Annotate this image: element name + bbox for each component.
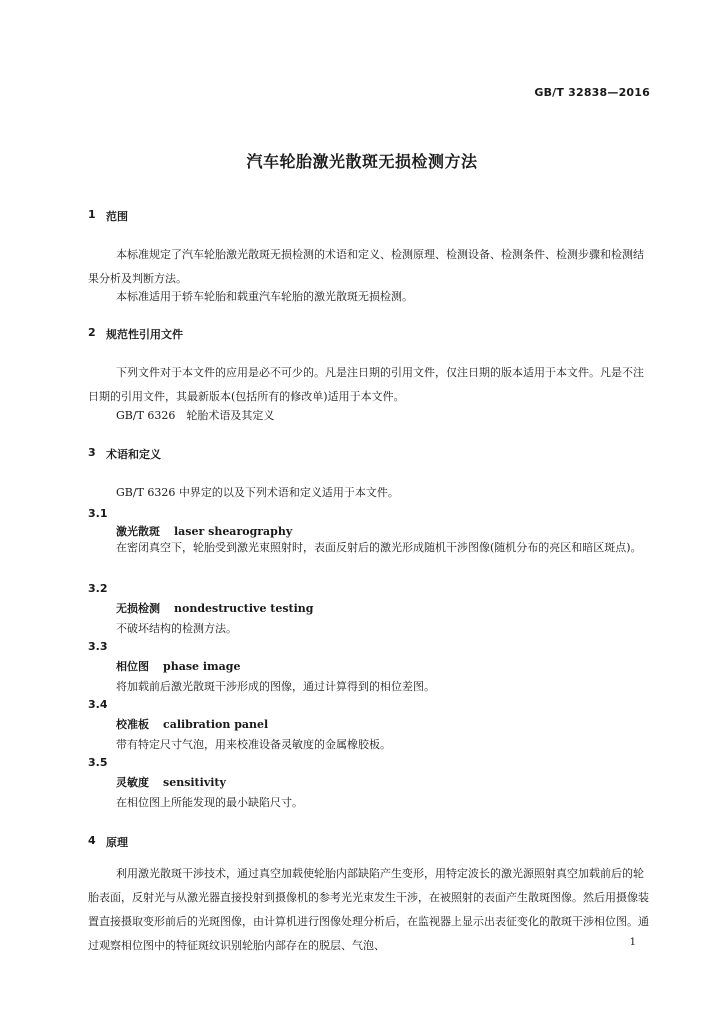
term-chinese: 激光散斑 xyxy=(116,525,160,538)
term-number: 3.4 xyxy=(88,698,108,711)
normative-reference: GB/T 6326 轮胎术语及其定义 xyxy=(116,409,275,422)
section-1-title: 范围 xyxy=(106,210,128,223)
section-1-paragraph-2: 本标准适用于轿车轮胎和载重汽车轮胎的激光散斑无损检测。 xyxy=(116,290,413,303)
term-definition: 不破坏结构的检测方法。 xyxy=(116,622,237,635)
term-english: calibration panel xyxy=(163,718,269,731)
term-heading xyxy=(116,774,226,790)
page-number: 1 xyxy=(629,937,636,948)
term-english: sensitivity xyxy=(163,776,226,789)
term-definition: 将加载前后激光散斑干涉形成的图像，通过计算得到的相位差图。 xyxy=(116,680,435,693)
term-english: laser shearography xyxy=(174,525,293,538)
section-3-intro: GB/T 6326 中界定的以及下列术语和定义适用于本文件。 xyxy=(116,486,399,499)
section-2-number: 2 xyxy=(88,326,96,339)
term-number: 3.3 xyxy=(88,640,108,653)
term-chinese: 校准板 xyxy=(116,718,149,731)
term-number: 3.1 xyxy=(88,507,108,520)
section-4-paragraph-1: 利用激光散斑干涉技术，通过真空加载使轮胎内部缺陷产生变形，用特定波长的激光源照射真空加载前后的轮胎表面，反射光与从激光器直接投射到摄像机的参考光光束发生干涉，在被照射的表面产生散斑图像。然后用摄像装置直接摄取变形前后的光斑图像，由计算机进行图像处理分析后，在监视器上显示出表征变化的散斑干涉相位图。通过观察相位图中的特征斑纹识别轮胎内部存在的脱层、气泡、 xyxy=(88,867,649,952)
section-1-paragraph-1: 本标准规定了汽车轮胎激光散斑无损检测的术语和定义、检测原理、检测设备、检测条件、检测步骤和检测结果分析及判断方法。 xyxy=(88,248,644,285)
term-heading xyxy=(116,716,268,732)
section-3-title: 术语和定义 xyxy=(106,448,161,461)
term-chinese: 相位图 xyxy=(116,660,149,673)
standard-number: GB/T 32838—2016 xyxy=(534,86,650,99)
term-chinese: 无损检测 xyxy=(116,602,160,615)
term-definition: 在密闭真空下，轮胎受到激光束照射时，表面反射后的激光形成随机干涉图像(随机分布的亮区和暗区斑点)。 xyxy=(116,541,642,554)
term-heading xyxy=(116,600,314,616)
term-chinese: 灵敏度 xyxy=(116,776,149,789)
term-definition: 带有特定尺寸气泡，用来校准设备灵敏度的金属橡胶板。 xyxy=(116,738,391,751)
document-title: 汽车轮胎激光散斑无损检测方法 xyxy=(246,152,478,171)
section-3-number: 3 xyxy=(88,446,96,459)
section-1-number: 1 xyxy=(88,208,96,221)
term-number: 3.5 xyxy=(88,756,108,769)
section-4-number: 4 xyxy=(88,834,96,847)
section-4-title: 原理 xyxy=(106,836,128,849)
term-english: nondestructive testing xyxy=(174,602,314,615)
section-2-paragraph-1: 下列文件对于本文件的应用是必不可少的。凡是注日期的引用文件，仅注日期的版本适用于本文件。凡是不注日期的引用文件，其最新版本(包括所有的修改单)适用于本文件。 xyxy=(88,366,644,403)
section-2-title: 规范性引用文件 xyxy=(106,328,183,341)
term-english: phase image xyxy=(163,660,241,673)
term-number: 3.2 xyxy=(88,582,108,595)
term-heading xyxy=(116,658,240,674)
term-definition: 在相位图上所能发现的最小缺陷尺寸。 xyxy=(116,796,303,809)
